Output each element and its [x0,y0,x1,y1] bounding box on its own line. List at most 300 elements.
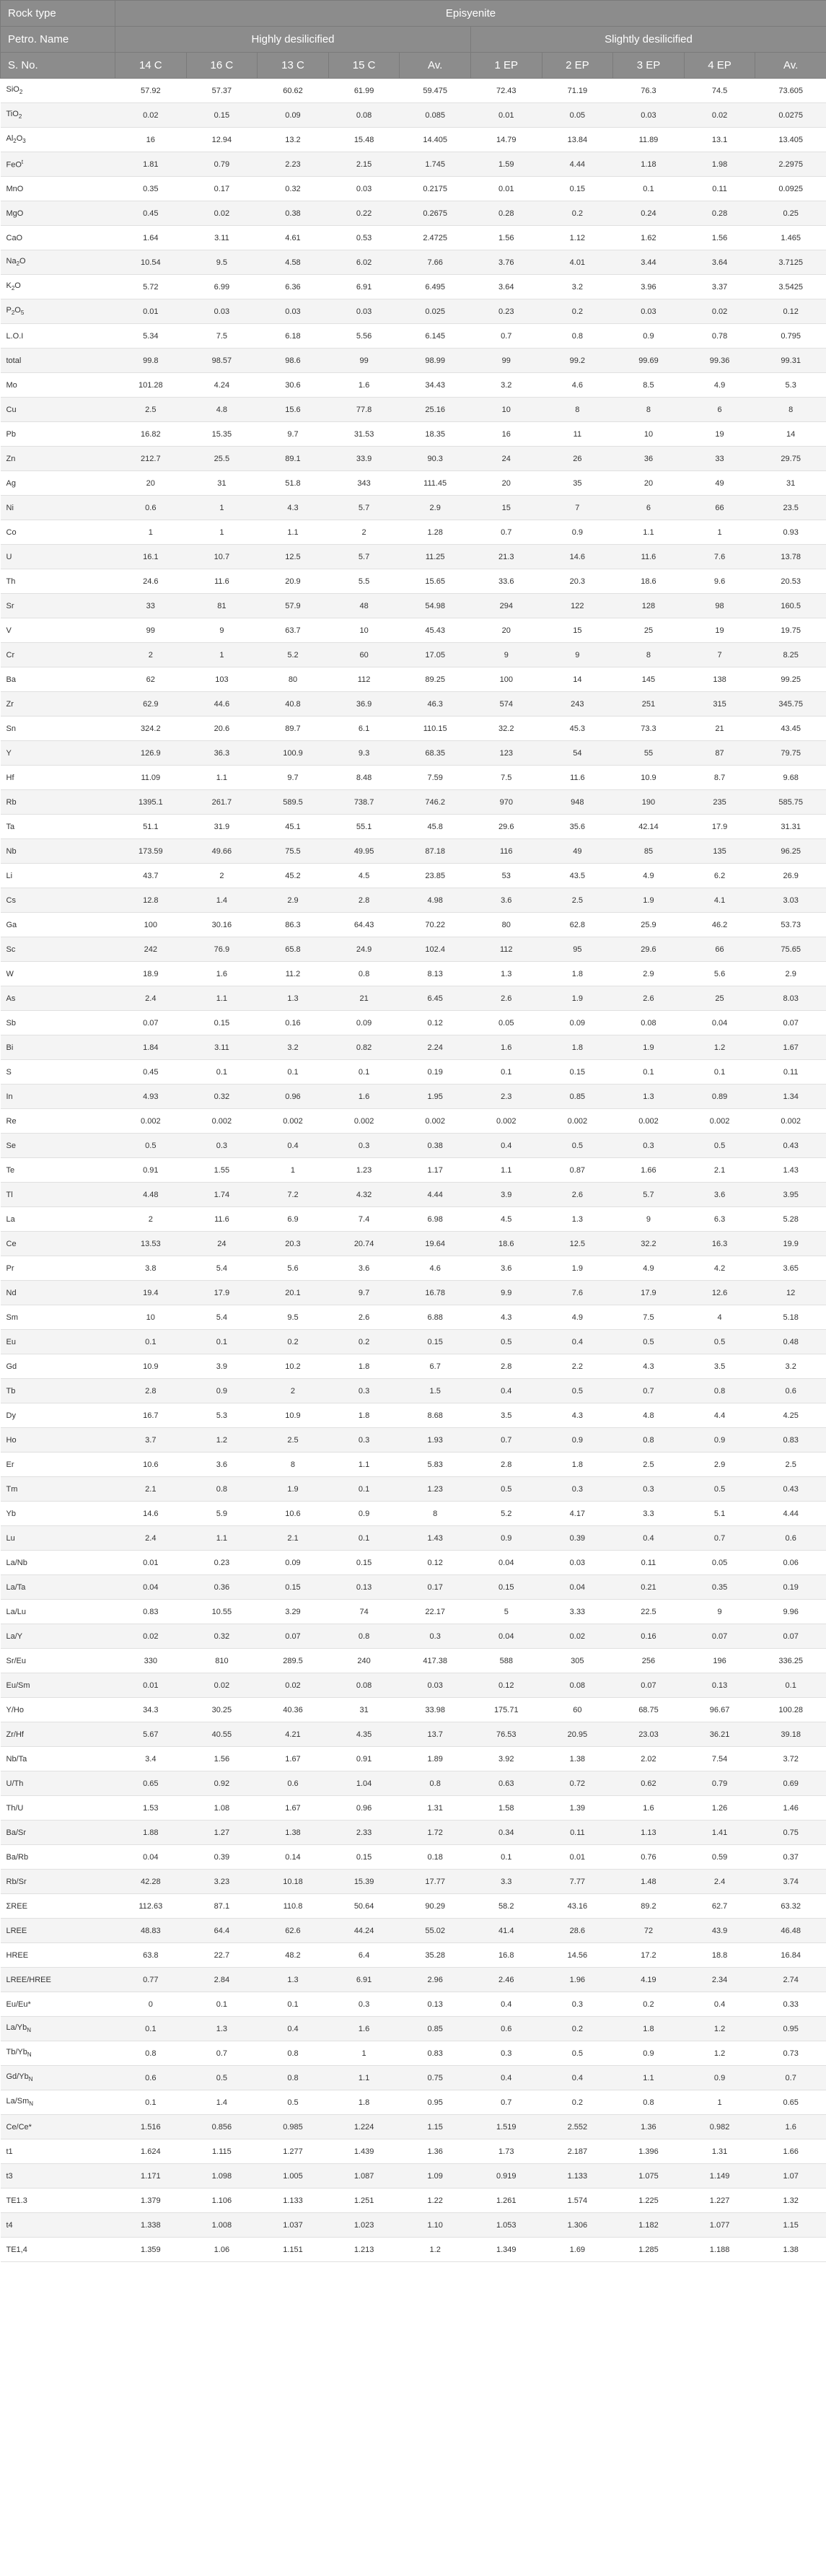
table-row [1,815,826,839]
table-cell: 9 [470,643,542,667]
row-label-sub: 2 [16,260,20,268]
table-cell: 0.96 [258,1085,329,1109]
table-cell: 289.5 [258,1649,329,1673]
table-cell: 1.396 [613,2139,685,2164]
table-cell: 12.5 [258,545,329,569]
table-cell: 1.005 [258,2164,329,2189]
table-cell: 6 [613,496,685,520]
table-cell: 0.002 [470,1109,542,1134]
table-cell: 1.3 [470,962,542,986]
table-cell: 4.6 [400,1256,471,1281]
table-cell: 8 [613,398,685,422]
table-cell: 9.68 [755,766,826,790]
table-cell: 24.9 [328,937,400,962]
table-row [1,839,826,864]
table-cell: 3.2 [542,275,613,299]
row-label [1,177,115,201]
table-cell: 48.2 [258,1943,329,1968]
table-cell: 1.56 [186,1747,258,1771]
row-label-base: Ba/Rb [6,1852,29,1862]
table-cell: 4.32 [328,1183,400,1207]
row-label-base: Bi [6,1043,14,1052]
row-label [1,2115,115,2139]
table-cell: 343 [328,471,400,496]
row-label [1,1232,115,1256]
table-cell: 123 [470,741,542,766]
row-label [1,1919,115,1943]
table-cell: 44.24 [328,1919,400,1943]
table-cell: 0.2 [542,299,613,324]
table-cell: 11.25 [400,545,471,569]
table-cell: 18.6 [613,569,685,594]
table-cell: 1.115 [186,2139,258,2164]
table-cell: 0.1 [613,1060,685,1085]
table-cell: 0.8 [258,2041,329,2066]
table-cell: 4.48 [115,1183,187,1207]
table-cell: 58.2 [470,1894,542,1919]
row-label [1,888,115,913]
row-label [1,2017,115,2041]
row-label-base: La/Y [6,1631,23,1641]
table-cell: 5.3 [755,373,826,398]
table-row [1,201,826,226]
table-cell: 14 [542,667,613,692]
table-cell: 4.3 [258,496,329,520]
table-cell: 0.6 [755,1526,826,1551]
row-label [1,349,115,373]
table-cell: 2.1 [115,1477,187,1502]
row-label [1,1894,115,1919]
table-cell: 1.285 [613,2238,685,2262]
row-label [1,1035,115,1060]
table-cell: 0.33 [755,1992,826,2017]
table-cell: 0.35 [115,177,187,201]
table-cell: 4.8 [613,1403,685,1428]
table-cell: 1.62 [613,226,685,250]
table-cell: 0.82 [328,1035,400,1060]
table-cell: 0.2 [542,2017,613,2041]
row-label [1,398,115,422]
table-cell: 26.9 [755,864,826,888]
table-cell: 1 [684,2090,755,2115]
table-cell: 4.44 [755,1502,826,1526]
table-cell: 0.91 [115,1158,187,1183]
table-cell: 4.58 [258,250,329,275]
row-label-base: Er [6,1460,14,1469]
table-cell: 1.8 [613,2017,685,2041]
table-cell: 0.89 [684,1085,755,1109]
table-cell: 1.251 [328,2189,400,2213]
table-cell: 0.7 [470,520,542,545]
row-label [1,324,115,349]
table-cell: 25.5 [186,447,258,471]
table-cell: 2.5 [258,1428,329,1453]
table-cell: 0.02 [258,1673,329,1698]
table-cell: 2.187 [542,2139,613,2164]
table-cell: 1.58 [470,1796,542,1821]
row-label-base: U/Th [6,1779,24,1788]
table-cell: 1.6 [328,373,400,398]
table-cell: 40.55 [186,1722,258,1747]
table-row [1,1134,826,1158]
row-label-sub: 2 [19,89,23,96]
table-cell: 32.2 [470,717,542,741]
table-cell: 0.002 [115,1109,187,1134]
table-cell: 3.23 [186,1870,258,1894]
table-cell: 1.32 [755,2189,826,2213]
table-cell: 12.94 [186,128,258,152]
table-cell: 3.4 [115,1747,187,1771]
row-label-base: Zn [6,454,16,463]
table-cell: 0.37 [755,1845,826,1870]
header-sample-number: S. No. [1,53,115,79]
table-cell: 3.74 [755,1870,826,1894]
row-label [1,2238,115,2262]
table-cell: 0.78 [684,324,755,349]
table-cell: 49 [542,839,613,864]
table-cell: 99 [470,349,542,373]
table-cell: 116 [470,839,542,864]
table-cell: 1.4 [186,2090,258,2115]
table-cell: 19.9 [755,1232,826,1256]
table-cell: 5.67 [115,1722,187,1747]
table-cell: 1.9 [542,1256,613,1281]
table-cell: 0.1 [328,1526,400,1551]
table-cell: 3.2 [470,373,542,398]
table-row [1,373,826,398]
table-cell: 9 [542,643,613,667]
table-cell: 0.39 [186,1845,258,1870]
table-cell: 1.1 [613,520,685,545]
table-cell: 3.29 [258,1600,329,1624]
table-cell: 0.02 [186,201,258,226]
table-cell: 1.36 [613,2115,685,2139]
table-cell: 0.5 [258,2090,329,2115]
table-cell: 2.6 [613,986,685,1011]
table-cell: 8 [542,398,613,422]
table-cell: 948 [542,790,613,815]
table-cell: 1.098 [186,2164,258,2189]
table-cell: 99.31 [755,349,826,373]
table-cell: 41.4 [470,1919,542,1943]
row-label-base: Sm [6,1313,18,1322]
table-cell: 5.9 [186,1502,258,1526]
table-cell: 0.1 [115,2090,187,2115]
table-cell: 0.856 [186,2115,258,2139]
table-cell: 5.18 [755,1305,826,1330]
table-cell: 1.3 [258,1968,329,1992]
table-cell: 0.01 [115,299,187,324]
table-row [1,717,826,741]
table-cell: 4.44 [542,152,613,177]
row-label [1,1870,115,1894]
table-cell: 98.57 [186,349,258,373]
row-label-base: Se [6,1141,16,1150]
table-row [1,1992,826,2017]
table-cell: 1.04 [328,1771,400,1796]
table-cell: 2.4 [115,1526,187,1551]
table-cell: 2.1 [684,1158,755,1183]
table-cell: 63.8 [115,1943,187,1968]
table-row [1,1183,826,1207]
table-cell: 1.1 [328,2066,400,2090]
table-cell: 19 [684,422,755,447]
row-label [1,250,115,275]
table-cell: 6.91 [328,275,400,299]
table-row [1,1502,826,1526]
table-cell: 99 [328,349,400,373]
row-label [1,766,115,790]
table-cell: 11.09 [115,766,187,790]
table-cell: 1.81 [115,152,187,177]
row-label [1,1771,115,1796]
table-cell: 29.6 [470,815,542,839]
table-cell: 43.7 [115,864,187,888]
table-cell: 9.6 [684,569,755,594]
table-cell: 0.04 [542,1575,613,1600]
table-cell: 0.12 [400,1551,471,1575]
table-cell: 15.39 [328,1870,400,1894]
row-label [1,1477,115,1502]
table-cell: 0.3 [613,1134,685,1158]
table-cell: 20 [115,471,187,496]
table-cell: 0.07 [613,1673,685,1698]
table-row [1,569,826,594]
table-cell: 1.6 [186,962,258,986]
header-rock-type: Rock type [1,1,115,27]
row-label-base: Yb [6,1509,16,1518]
row-label-base: TiO [6,110,19,119]
row-label-base: Y/Ho [6,1705,24,1714]
row-label [1,1281,115,1305]
table-cell: 34.43 [400,373,471,398]
table-cell: 738.7 [328,790,400,815]
table-cell: 12.5 [542,1232,613,1256]
table-cell: 0.7 [470,1428,542,1453]
table-cell: 0.43 [755,1477,826,1502]
table-cell: 0.02 [115,103,187,128]
row-label [1,1796,115,1821]
row-label-base: CaO [6,233,23,242]
table-cell: 1.15 [755,2213,826,2238]
table-cell: 6.9 [258,1207,329,1232]
table-cell: 2.2975 [755,152,826,177]
table-cell: 110.15 [400,717,471,741]
table-cell: 1.27 [186,1821,258,1845]
table-cell: 23.5 [755,496,826,520]
row-label-base: W [6,969,14,978]
table-cell: 44.6 [186,692,258,717]
table-cell: 0.7 [186,2041,258,2066]
table-row [1,2041,826,2066]
table-cell: 46.2 [684,913,755,937]
table-cell: 294 [470,594,542,618]
table-cell: 0.5 [613,1330,685,1354]
table-cell: 1.59 [470,152,542,177]
table-cell: 10.6 [115,1453,187,1477]
table-cell: 0.01 [115,1673,187,1698]
table-row [1,1551,826,1575]
table-cell: 53.73 [755,913,826,937]
table-cell: 10.55 [186,1600,258,1624]
row-label-base: Nb/Ta [6,1754,27,1764]
row-label [1,618,115,643]
table-cell: 2.3 [470,1085,542,1109]
table-cell: 242 [115,937,187,962]
row-label-base: Gd/Yb [6,2072,29,2082]
table-cell: 31 [755,471,826,496]
table-cell: 9.9 [470,1281,542,1305]
table-cell: 6.02 [328,250,400,275]
table-cell: 21 [684,717,755,741]
table-cell: 30.6 [258,373,329,398]
table-cell: 0.25 [755,201,826,226]
table-row [1,643,826,667]
table-cell: 17.9 [186,1281,258,1305]
table-row [1,1379,826,1403]
table-cell: 1.53 [115,1796,187,1821]
row-label-sub2: 5 [20,310,25,317]
table-cell: 5.6 [684,962,755,986]
table-cell: 0.01 [542,1845,613,1870]
table-cell: 15.6 [258,398,329,422]
table-cell: 20.3 [542,569,613,594]
table-cell: 0.002 [328,1109,400,1134]
table-cell: 2.9 [684,1453,755,1477]
table-cell: 61.99 [328,79,400,103]
table-cell: 10.9 [115,1354,187,1379]
table-cell: 31 [328,1698,400,1722]
table-row [1,667,826,692]
table-cell: 63.7 [258,618,329,643]
table-cell: 5.56 [328,324,400,349]
table-cell: 0.02 [542,1624,613,1649]
table-cell: 0.7 [684,1526,755,1551]
table-cell: 1.745 [400,152,471,177]
row-label [1,1379,115,1403]
table-cell: 126.9 [115,741,187,766]
table-cell: 3.2 [258,1035,329,1060]
table-cell: 0.002 [400,1109,471,1134]
table-cell: 3.65 [755,1256,826,1281]
table-cell: 0.15 [258,1575,329,1600]
table-row [1,1354,826,1379]
table-body [1,79,826,2262]
table-cell: 4.19 [613,1968,685,1992]
table-cell: 60 [542,1698,613,1722]
row-label [1,2090,115,2115]
column-header: 4 EP [684,53,755,79]
table-cell: 0.15 [328,1551,400,1575]
table-cell: 8 [613,643,685,667]
table-cell: 1.23 [400,1477,471,1502]
table-cell: 0.95 [400,2090,471,2115]
table-cell: 9 [186,618,258,643]
table-cell: 8.13 [400,962,471,986]
row-label-mid: O [19,257,26,266]
table-cell: 0.08 [328,1673,400,1698]
table-cell: 0.2 [542,201,613,226]
table-cell: 20 [613,471,685,496]
table-cell: 0.4 [258,1134,329,1158]
table-cell: 2.5 [542,888,613,913]
row-label [1,1207,115,1232]
row-label-base: Nb [6,846,17,856]
row-label [1,1943,115,1968]
table-cell: 98.6 [258,349,329,373]
column-header: Av. [755,53,826,79]
table-cell: 1.133 [258,2189,329,2213]
table-cell: 10.18 [258,1870,329,1894]
table-cell: 16 [115,128,187,152]
table-cell: 0.43 [755,1134,826,1158]
row-label-base: total [6,356,22,365]
table-cell: 1.8 [542,1453,613,1477]
table-cell: 0.6 [115,496,187,520]
row-label-base: Ta [6,822,15,831]
table-cell: 2.96 [400,1968,471,1992]
header-slightly-desilicified: Slightly desilicified [470,27,826,53]
table-cell: 0.77 [115,1968,187,1992]
table-cell: 4.24 [186,373,258,398]
table-cell: 111.45 [400,471,471,496]
table-cell: 3.3 [613,1502,685,1526]
table-cell: 15 [470,496,542,520]
row-label-base: La/Yb [6,2023,27,2033]
table-cell: 1.439 [328,2139,400,2164]
row-label-base: Tb/Yb [6,2048,27,2057]
table-cell: 0.24 [613,201,685,226]
table-cell: 1.4 [186,888,258,913]
table-cell: 0.85 [400,2017,471,2041]
table-cell: 45.8 [400,815,471,839]
table-cell: 18.8 [684,1943,755,1968]
table-cell: 0.13 [400,1992,471,2017]
row-label-base: Sb [6,1018,16,1028]
table-cell: 7 [542,496,613,520]
table-cell: 3.6 [470,888,542,913]
table-cell: 7.59 [400,766,471,790]
table-cell: 14.6 [115,1502,187,1526]
table-cell: 0.002 [755,1109,826,1134]
table-cell: 81 [186,594,258,618]
row-label-sub: 2 [11,310,15,317]
table-cell: 0.4 [542,2066,613,2090]
row-label-base: Eu/Sm [6,1681,30,1690]
table-cell: 24 [186,1232,258,1256]
table-cell: 5.72 [115,275,187,299]
table-cell: 1.69 [542,2238,613,2262]
table-row [1,2066,826,2090]
table-cell: 3.95 [755,1183,826,1207]
table-cell: 1.1 [470,1158,542,1183]
table-row [1,1305,826,1330]
table-cell: 24.6 [115,569,187,594]
table-cell: 1.8 [542,1035,613,1060]
table-cell: 43.9 [684,1919,755,1943]
table-cell: 0.05 [470,1011,542,1035]
table-cell: 45.3 [542,717,613,741]
table-cell: 3.5425 [755,275,826,299]
table-cell: 0.1 [755,1673,826,1698]
table-cell: 145 [613,667,685,692]
row-label [1,692,115,717]
table-cell: 0.15 [542,177,613,201]
table-cell: 7.66 [400,250,471,275]
table-cell: 0.5 [684,1134,755,1158]
table-cell: 0.15 [186,103,258,128]
table-cell: 0.919 [470,2164,542,2189]
